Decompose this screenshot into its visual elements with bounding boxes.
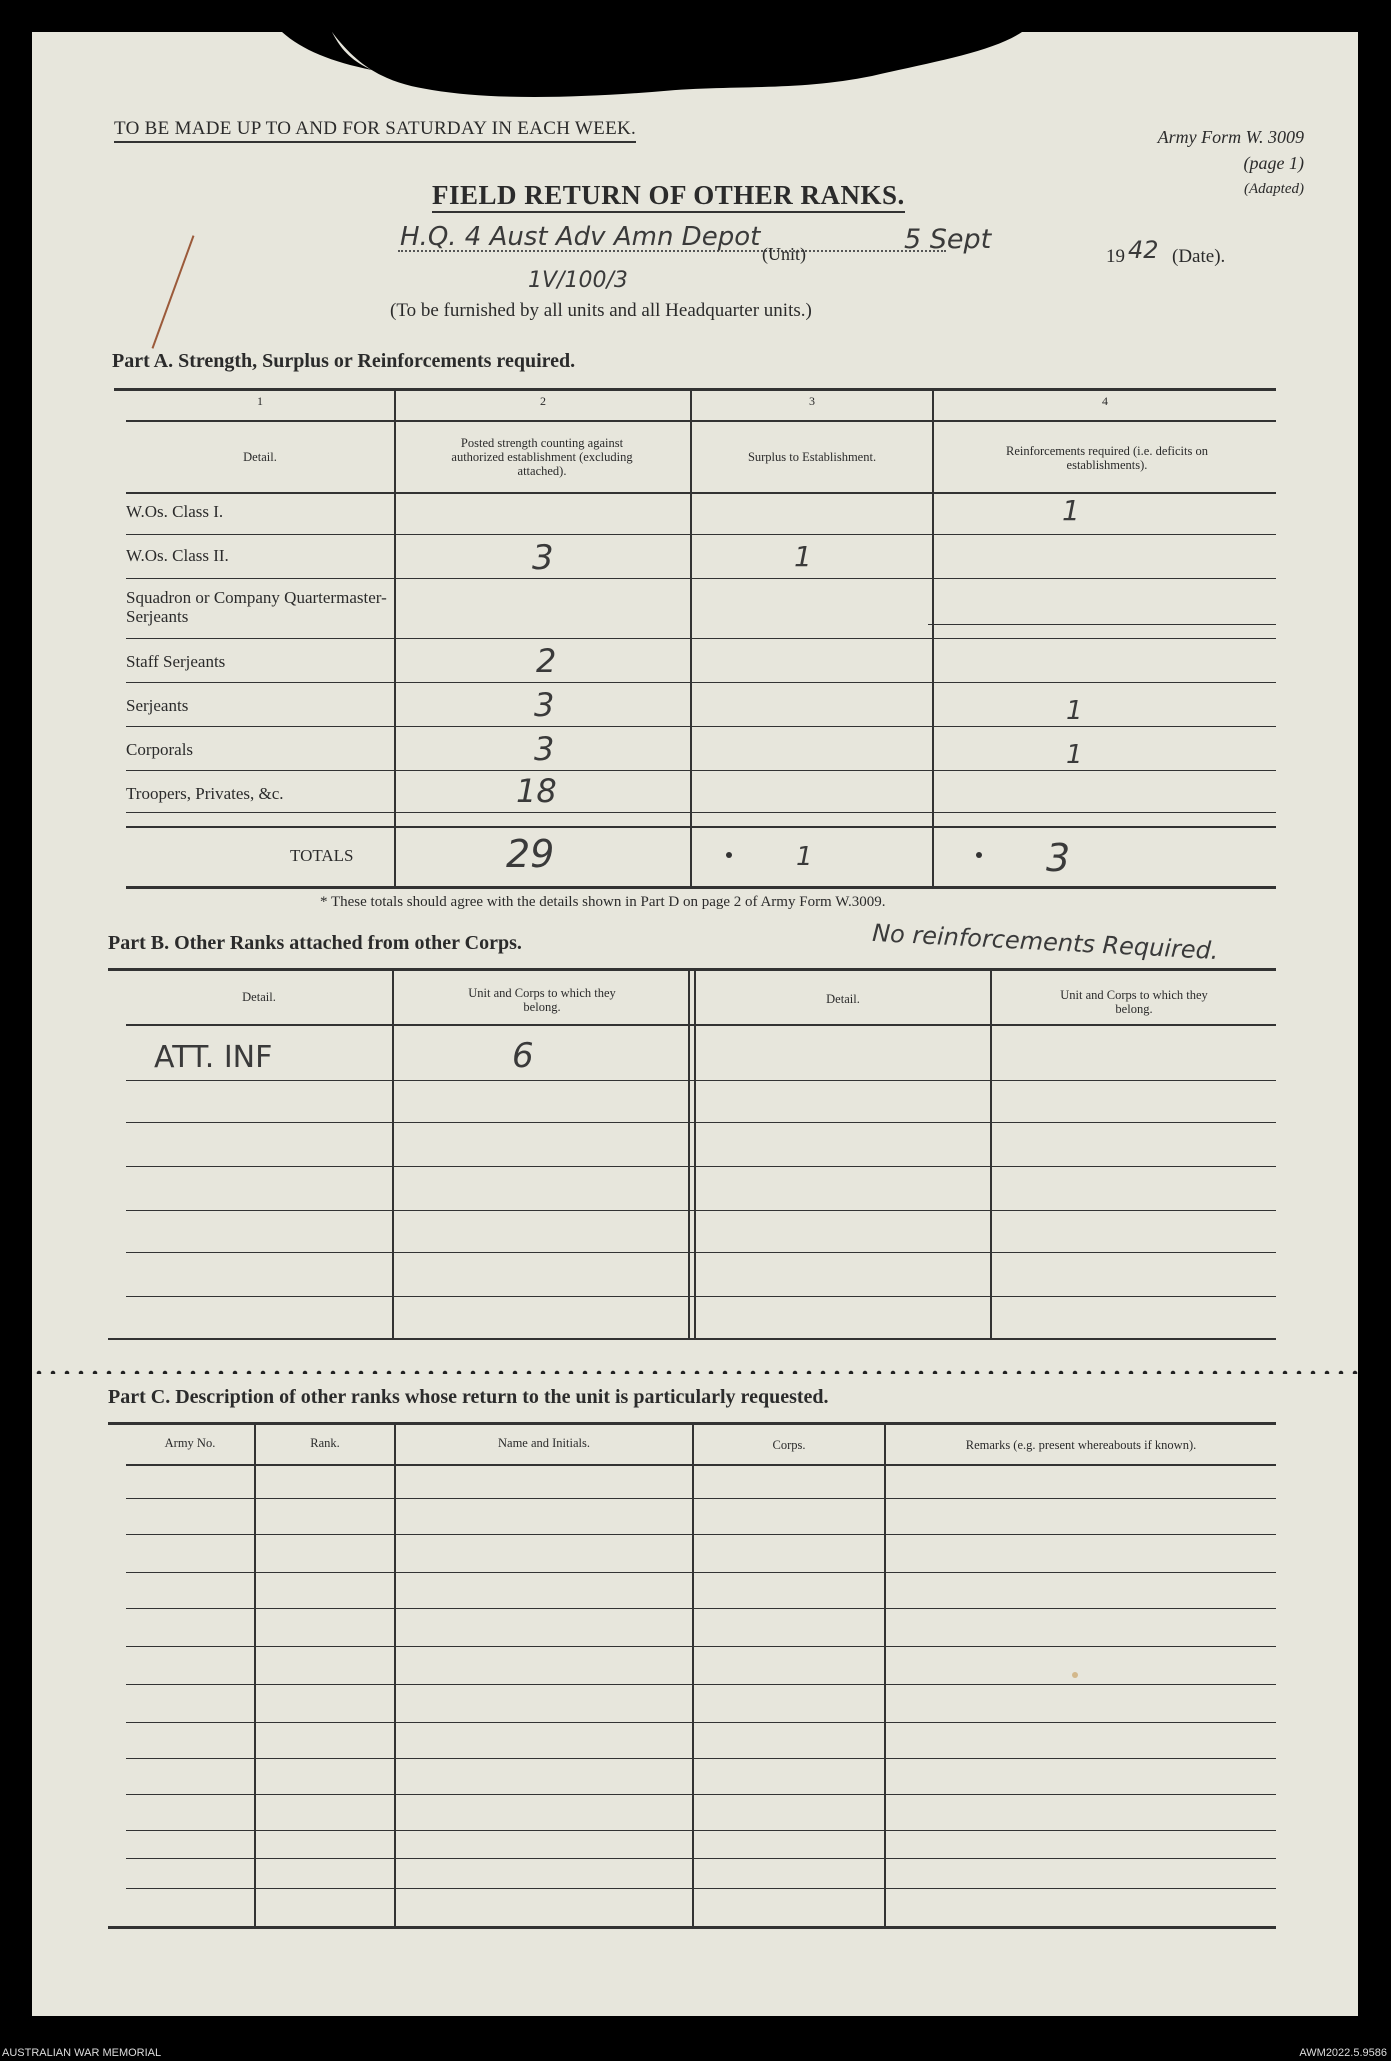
rule [928,624,1276,625]
c-col-header: Corps. [772,1438,806,1452]
part-b-title: Part B. Other Ranks attached from other Corps. [108,932,522,954]
col-number: 3 [809,394,815,408]
col-line [990,970,992,1338]
rule [126,726,1276,727]
rule [126,1210,1276,1211]
total-surplus: 1 [796,842,813,872]
reinf-value: 1 [1066,740,1083,770]
rule [126,812,1276,813]
part-c-title: Part C. Description of other ranks whose return to the unit is particularly requested. [108,1386,829,1408]
date-handwritten: 5 Sept [904,224,992,255]
footer-left: AUSTRALIAN WAR MEMORIAL [2,2047,162,2059]
b-col-header: Detail. [826,992,860,1006]
year-prefix: 19 [1106,246,1125,267]
date-label: (Date). [1172,246,1226,267]
rule [126,682,1276,683]
total-posted: 29 [506,832,555,876]
footer-right: AWM2022.5.9586 [1299,2047,1387,2059]
col-line [692,1424,694,1926]
row-detail: Squadron or Company Quartermaster-Serjeants [126,588,387,626]
unit-label: (Unit) [762,244,806,264]
rule [126,770,1276,771]
rule [126,1252,1276,1253]
col-line [394,390,396,886]
posted-value: 3 [534,686,555,724]
rule [126,1296,1276,1297]
row-detail: Serjeants [126,696,189,715]
col-number: 1 [257,394,263,408]
form-sheet [32,32,1358,2016]
rule [126,1498,1276,1499]
rule [126,1858,1276,1859]
totals-footnote: * These totals should agree with the details shown in Part D on page 2 of Army Form W.3009. [320,894,886,910]
rule [126,886,1276,889]
c-col-header: Rank. [310,1436,340,1450]
rule [126,1534,1276,1535]
paper-stain [1072,1672,1078,1678]
form-adapted: (Adapted) [1244,181,1304,197]
reinf-value: 1 [1062,494,1080,527]
form-ref: Army Form W. 3009 [1157,127,1304,147]
furnish-note: (To be furnished by all units and all Headquarter units.) [390,300,812,321]
rule [126,1572,1276,1573]
rule [126,1122,1276,1123]
col-number: 4 [1102,394,1108,408]
col-line [254,1424,256,1926]
c-col-header: Name and Initials. [498,1436,590,1450]
bullet-dot [976,852,982,858]
b-entry-detail: ATT. INF [154,1040,273,1075]
year-handwritten: 42 [1128,236,1159,264]
totals-label: TOTALS [290,846,354,865]
rule [126,492,1276,494]
row-detail: Corporals [126,740,194,759]
col-number: 2 [540,394,546,408]
rule [114,388,1276,391]
total-reinf: 3 [1046,836,1071,880]
instruction-text: TO BE MADE UP TO AND FOR SATURDAY IN EACH WEEK. [114,118,636,143]
unit-handwritten: H.Q. 4 Aust Adv Amn Depot [400,222,761,252]
rule [126,1888,1276,1889]
row-detail: Troopers, Privates, &c. [126,784,284,803]
rule [126,1608,1276,1609]
rule [126,1684,1276,1685]
unit-subref: 1V/100/3 [528,268,628,293]
posted-value: 18 [516,772,557,810]
col-header-surplus: Surplus to Establishment. [747,450,877,464]
rule [108,1926,1276,1929]
pencil-mark [152,235,195,348]
rule [126,1830,1276,1831]
rule [126,826,1276,828]
col-line [694,970,696,1338]
col-header-detail: Detail. [243,450,277,464]
col-line [932,390,934,886]
bullet-dot [726,852,732,858]
row-detail: Staff Serjeants [126,652,226,671]
form-title: FIELD RETURN OF OTHER RANKS. [432,180,905,213]
rule [126,1722,1276,1723]
torn-edge [32,32,1358,122]
b-col-header: Unit and Corps to which they belong. [468,986,616,1014]
col-header-posted: Posted strength counting against authorized establishment (excluding attached). [451,436,633,478]
col-line [688,970,690,1338]
b-col-header: Detail. [242,990,276,1004]
rule [126,1758,1276,1759]
part-a-title: Part A. Strength, Surplus or Reinforcements required. [112,350,576,372]
c-col-header: Army No. [164,1436,216,1450]
form-reference [1158,124,1304,202]
rule [126,578,1276,579]
reinf-value: 1 [1066,696,1083,726]
perforation-line [32,1370,1358,1374]
row-detail: W.Os. Class II. [126,546,229,565]
posted-value: 3 [534,730,555,768]
col-line [884,1424,886,1926]
part-b-annotation: No reinforcements Required. [871,918,1220,966]
rule [108,968,1276,971]
rule [126,1024,1276,1026]
b-col-header: Unit and Corps to which they belong. [1060,988,1208,1016]
col-line [392,970,394,1338]
surplus-value: 1 [794,540,812,573]
posted-value: 3 [532,538,554,578]
rule [126,420,1276,422]
rule [126,1646,1276,1647]
rule [126,534,1276,535]
rule [126,1464,1276,1466]
rule [126,1794,1276,1795]
rule [126,638,1276,639]
posted-value: 2 [536,642,557,680]
rule [108,1338,1276,1340]
b-entry-unit: 6 [512,1036,534,1076]
row-detail: W.Os. Class I. [126,502,224,521]
rule [126,1166,1276,1167]
c-col-header: Remarks (e.g. present whereabouts if known). [965,1438,1197,1452]
col-line [690,390,692,886]
col-line [394,1424,396,1926]
col-header-reinf: Reinforcements required (i.e. deficits on establishments). [1005,444,1208,472]
rule [126,1080,1276,1081]
form-page: (page 1) [1243,153,1304,173]
